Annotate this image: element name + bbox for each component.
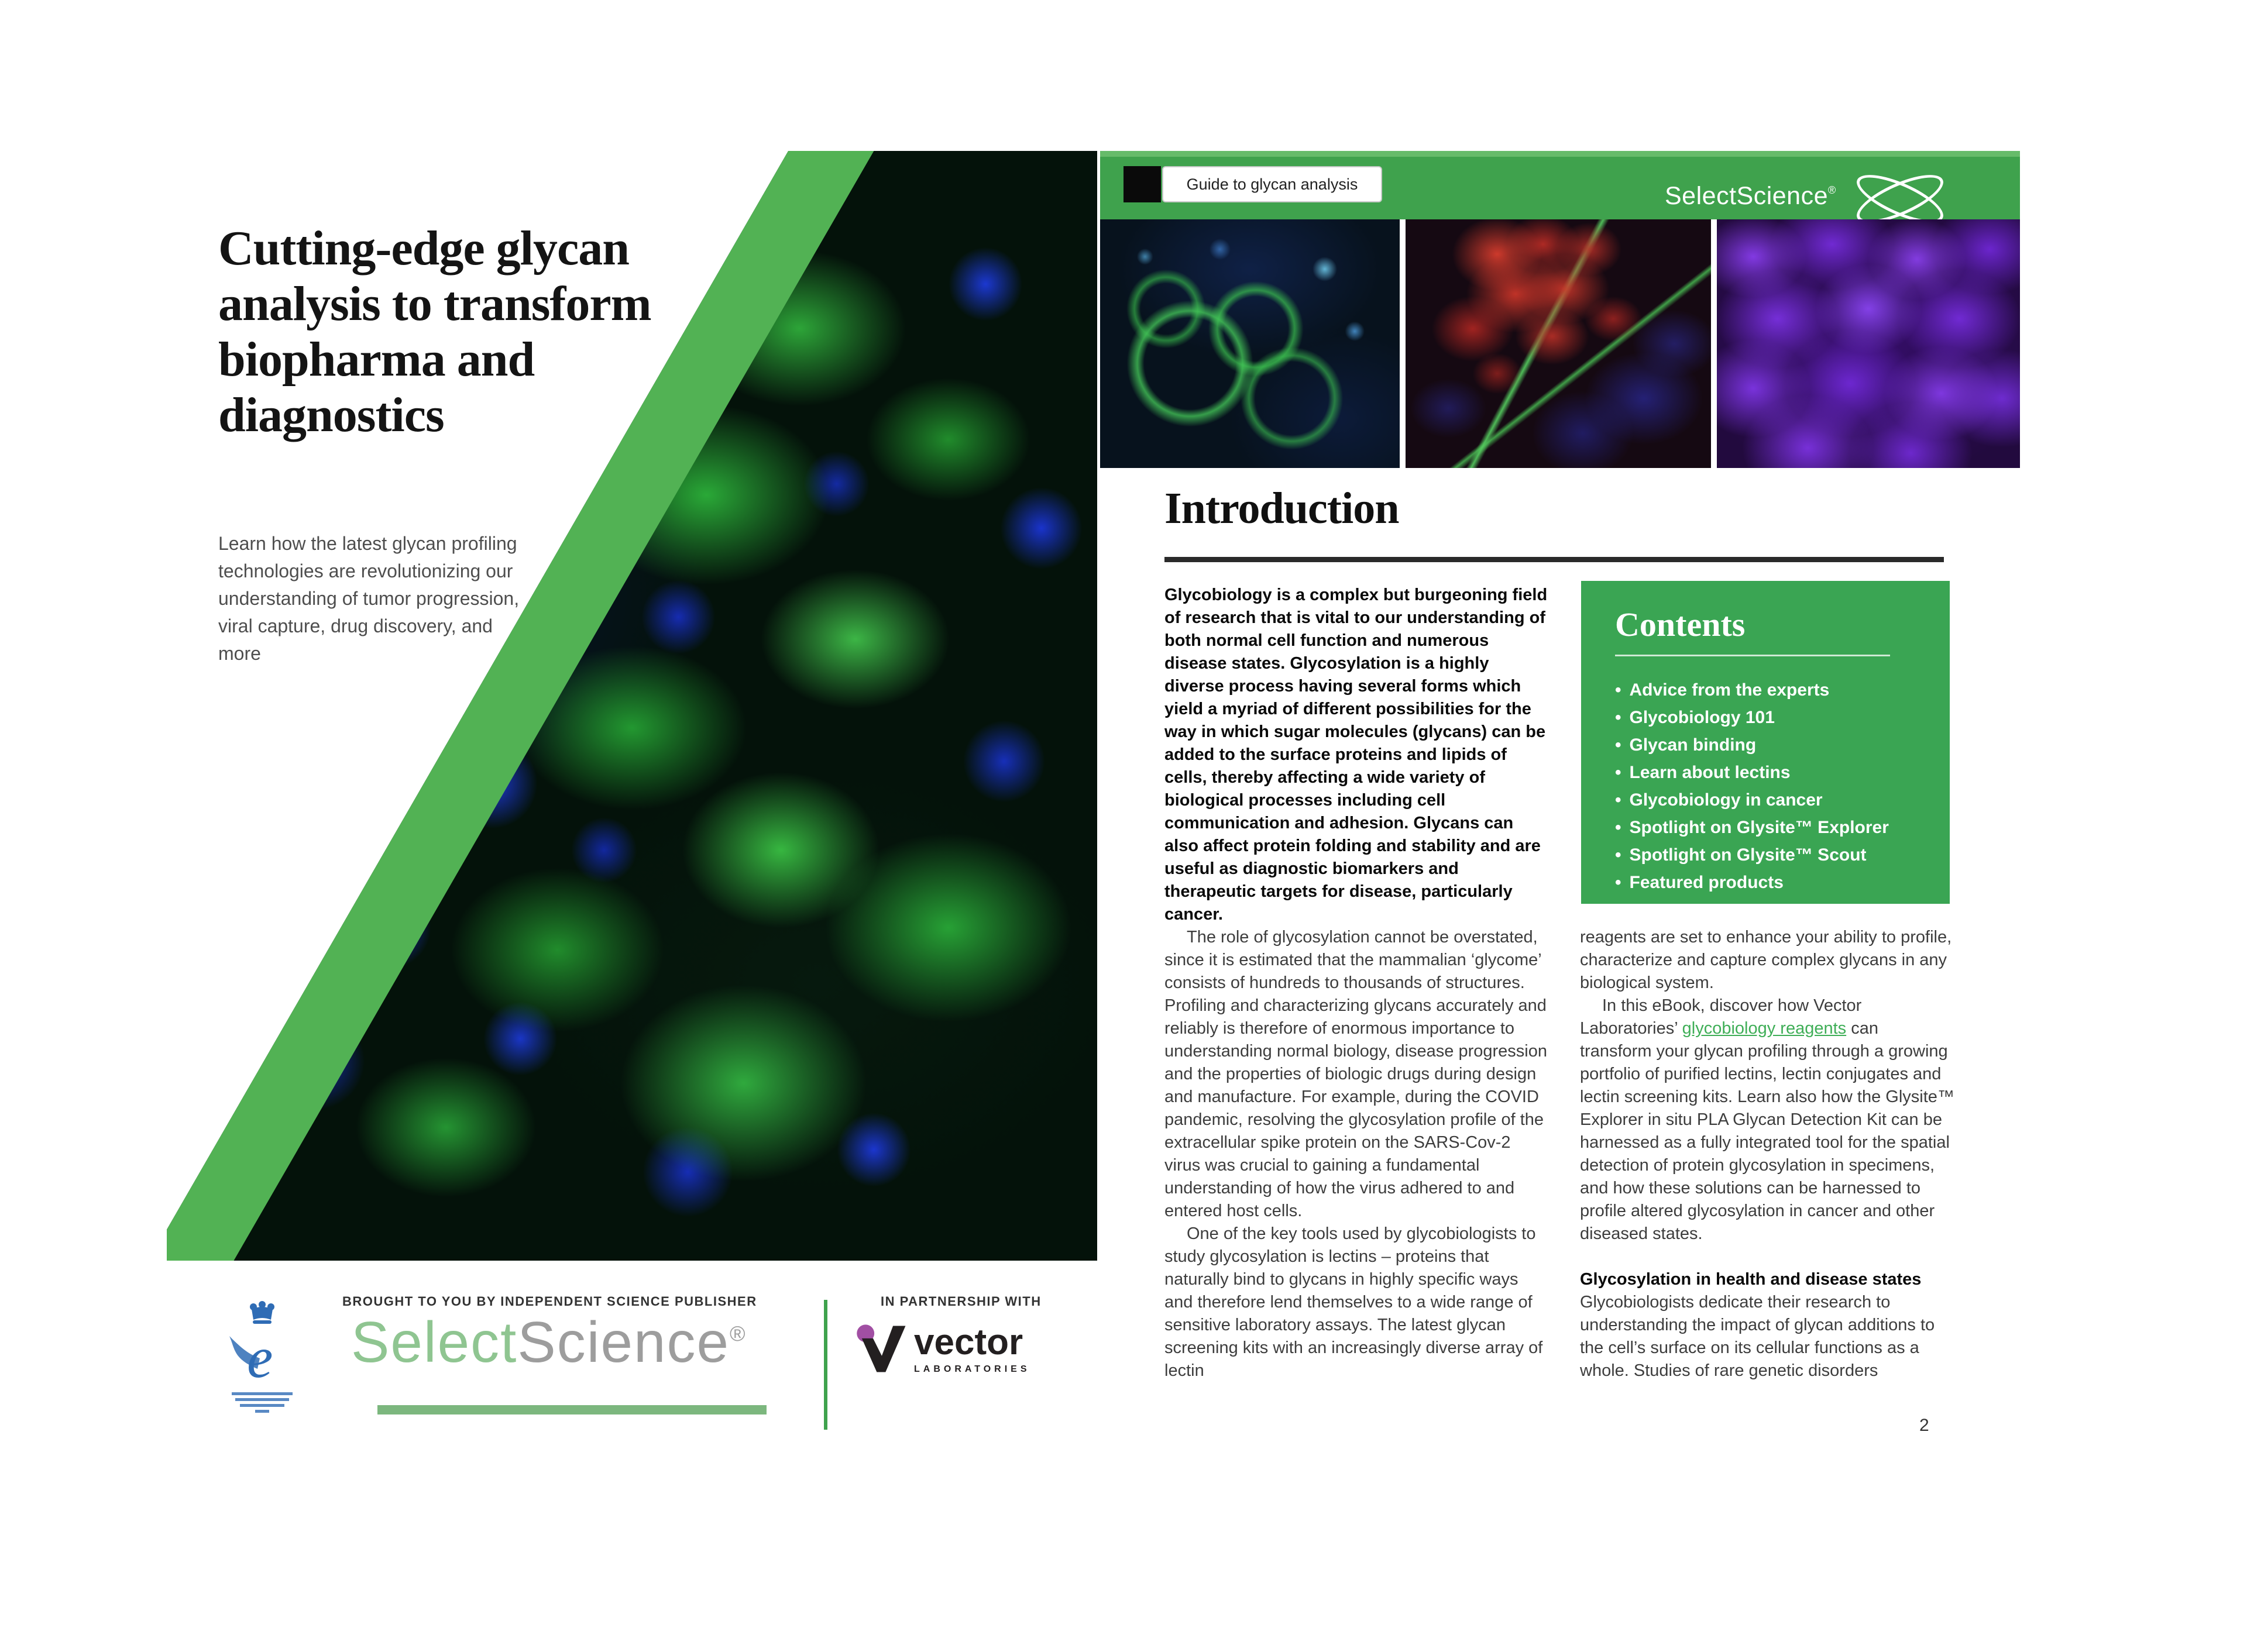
vector-wordmark: vector	[914, 1322, 1023, 1362]
selectscience-footer-logo-select: Select	[351, 1310, 518, 1374]
vector-laboratories-logo	[854, 1321, 1030, 1377]
selectscience-atom-icon	[1850, 171, 1944, 221]
glycobiology-reagents-link[interactable]: glycobiology reagents	[1682, 1019, 1847, 1038]
intro-paragraph: In this eBook, discover how Vector Laboratories’ glycobiology reagents can transform your glycan profiling through a growing portfolio of purified lectins, lectin conjugates and lectin screening kits. Learn also how the Glysite™ Explorer in situ PLA Glycan Detection Kit can be harnessed as a fully integrated tool for the spatial detection of protein glycosylation in specimens, and how these solutions can be harnessed to profile altered glycosylation in cancer and other diseased states.	[1580, 996, 1954, 1243]
page-number: 2	[1919, 1416, 1929, 1435]
micrograph-green-glands-image	[1100, 219, 1400, 468]
page-header-bar	[1100, 151, 2020, 219]
intro-paragraph-lead: Glycobiology is a complex but burgeoning field of research that is vital to our understanding of both normal cell function and numerous disease states. Glycosylation is a highly diverse process having several forms which yield a myriad of different possibilities for the way in which sugar molecules (glycans) can be added to the surface proteins and lipids of cells, thereby affecting a wide variety of biological processes including cell communication and adhesion. Glycans can also affect protein folding and stability and are useful as diagnostic biomarkers and therapeutic targets for disease, particularly cancer.	[1164, 586, 1548, 924]
partnership-caption: IN PARTNERSHIP WITH	[881, 1294, 1042, 1309]
heading-rule	[1164, 557, 1944, 562]
footer-green-underline	[377, 1405, 767, 1414]
bullet-icon: •	[1615, 873, 1621, 892]
vector-v-icon	[854, 1321, 911, 1377]
vector-laboratories-caption: LABORATORIES	[914, 1364, 1030, 1374]
contents-item[interactable]: • Spotlight on Glysite™ Explorer	[1615, 818, 1889, 837]
bullet-icon: •	[1615, 790, 1621, 810]
footer-divider	[824, 1300, 827, 1430]
bullet-icon: •	[1615, 763, 1621, 782]
contents-item[interactable]: • Glycobiology in cancer	[1615, 790, 1823, 810]
micrograph-purple-tissue-image	[1717, 219, 2020, 468]
selectscience-footer-logo-science: Science	[517, 1310, 730, 1374]
intro-column-left	[1164, 584, 1548, 1382]
bullet-icon: •	[1615, 680, 1621, 700]
brought-by-caption: BROUGHT TO YOU BY INDEPENDENT SCIENCE PUBLISHER	[342, 1294, 757, 1309]
registered-mark: ®	[1828, 184, 1836, 196]
intro-paragraph: The role of glycosylation cannot be overstated, since it is estimated that the mammalian ‘glycome’ consists of hundreds to thousands of structures. Profiling and characterizing glycans accurately and reliably is therefore of enormous importance to understanding normal biology, disease progression and the properties of biologic drugs during design and manufacture. For example, during the COVID pandemic, resolving the glycosylation profile of the extracellular spike protein on the SARS-Cov-2 virus was crucial to gaining a fundamental understanding of how the virus adhered to and entered host cells.	[1164, 928, 1547, 1220]
badge-black-square	[1124, 166, 1161, 202]
contents-title: Contents	[1615, 605, 1746, 643]
contents-item[interactable]: • Spotlight on Glysite™ Scout	[1615, 845, 1867, 865]
guide-badge	[1124, 166, 1382, 202]
svg-text:e: e	[247, 1325, 273, 1390]
bullet-icon: •	[1615, 735, 1621, 755]
contents-item[interactable]: • Learn about lectins	[1615, 763, 1791, 782]
intro-paragraph: reagents are set to enhance your ability to profile, characterize and capture complex glycans in any biological system.	[1580, 928, 1952, 992]
subsection-heading: Glycosylation in health and disease states	[1580, 1270, 1922, 1289]
contents-item[interactable]: • Glycan binding	[1615, 735, 1757, 755]
contents-rule	[1615, 655, 1890, 656]
micrograph-red-cells-image	[1406, 219, 1711, 468]
selectscience-footer-logo	[351, 1310, 747, 1374]
bullet-icon: •	[1615, 845, 1621, 865]
queens-award-logo	[227, 1300, 297, 1420]
selectscience-header-wordmark: SelectScience®	[1665, 181, 1836, 210]
intro-paragraph: Glycobiologists dedicate their research to understanding the impact of glycan additions to the cell’s surface on its cellular functions as a whole. Studies of rare genetic disorders	[1580, 1293, 1935, 1380]
bullet-icon: •	[1615, 818, 1621, 837]
bullet-icon: •	[1615, 708, 1621, 727]
cover-subtitle: Learn how the latest glycan profiling technologies are revolutionizing our understanding of tumor progression, viral capture, drug discovery, and more	[218, 533, 520, 664]
intro-column-right	[1580, 926, 1954, 1382]
contents-item[interactable]: • Advice from the experts	[1615, 680, 1830, 700]
section-heading: Introduction	[1164, 484, 1399, 533]
contents-panel	[1581, 581, 1950, 904]
selectscience-header-logo	[1665, 171, 1944, 221]
cover-title: Cutting-edge glycan analysis to transform biopharma and diagnostics	[218, 221, 651, 442]
intro-paragraph: One of the key tools used by glycobiologists to study glycosylation is lectins – proteins that naturally bind to glycans in highly specific ways and therefore lend themselves to a wide range of sensitive laboratory assays. The latest glycan screening kits with an increasingly diverse array of lectin	[1164, 1224, 1543, 1380]
registered-mark: ®	[730, 1321, 747, 1345]
contents-item[interactable]: • Glycobiology 101	[1615, 708, 1775, 727]
guide-badge-label: Guide to glycan analysis	[1162, 166, 1382, 202]
contents-list	[1615, 676, 1918, 896]
cover-page	[167, 151, 1097, 1261]
contents-item[interactable]: • Featured products	[1615, 873, 1784, 892]
